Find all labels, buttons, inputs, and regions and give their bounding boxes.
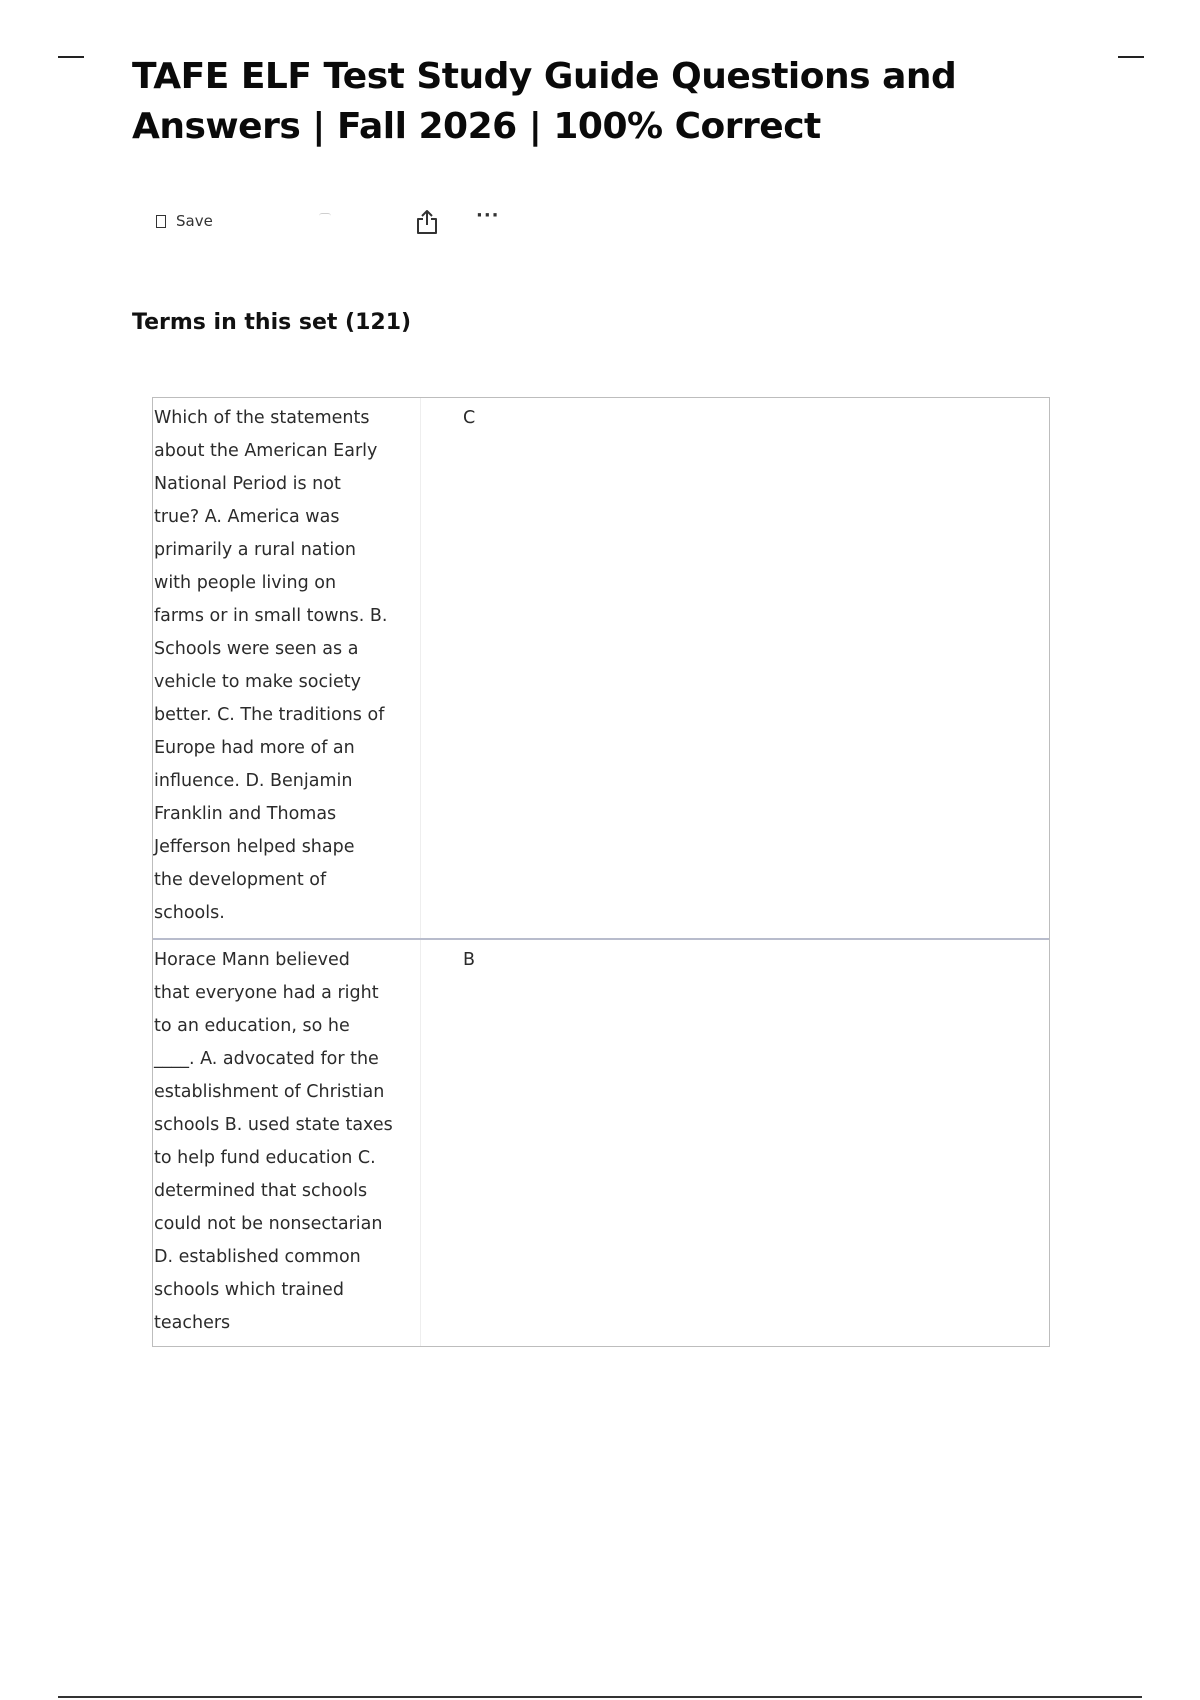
save-button[interactable] — [156, 212, 213, 230]
corner-mark-right — [1118, 56, 1144, 58]
term-answer: B — [463, 950, 476, 970]
terms-heading: Terms in this set (121) — [132, 310, 412, 335]
term-question: Which of the statements about the American Early National Period is not true? A. America was primarily a rural nation with people living on farms or in small towns. B. Schools were seen as a vehicle to make society better. C. The traditions of Europe had more of an influence. D. Benjamin Franklin and Thomas Jefferson helped shape the development of schools. — [153, 398, 421, 938]
toolbar — [156, 205, 536, 236]
save-label: Save — [176, 212, 213, 230]
more-button[interactable] — [476, 205, 506, 234]
share-button[interactable] — [414, 208, 440, 236]
term-row — [153, 938, 1049, 1346]
corner-mark-left — [58, 56, 84, 58]
terms-table — [152, 397, 1050, 1347]
more-icon: ··· — [476, 205, 500, 226]
share-icon — [414, 208, 440, 236]
bottom-rule — [58, 1696, 1142, 1698]
term-answer: C — [463, 408, 476, 428]
term-question: Horace Mann believed that everyone had a right to an education, so he ____. A. advocated for the establishment of Christian schools B. used state taxes to help fund education C. determined that schools could not be nonsectarian D. established common schools which trained teachers — [153, 940, 421, 1346]
bookmark-icon — [156, 215, 166, 228]
page-title: TAFE ELF Test Study Guide Questions and Answers | Fall 2026 | 100% Correct — [132, 56, 957, 147]
faint-mark — [319, 213, 331, 216]
term-row — [153, 398, 1049, 938]
